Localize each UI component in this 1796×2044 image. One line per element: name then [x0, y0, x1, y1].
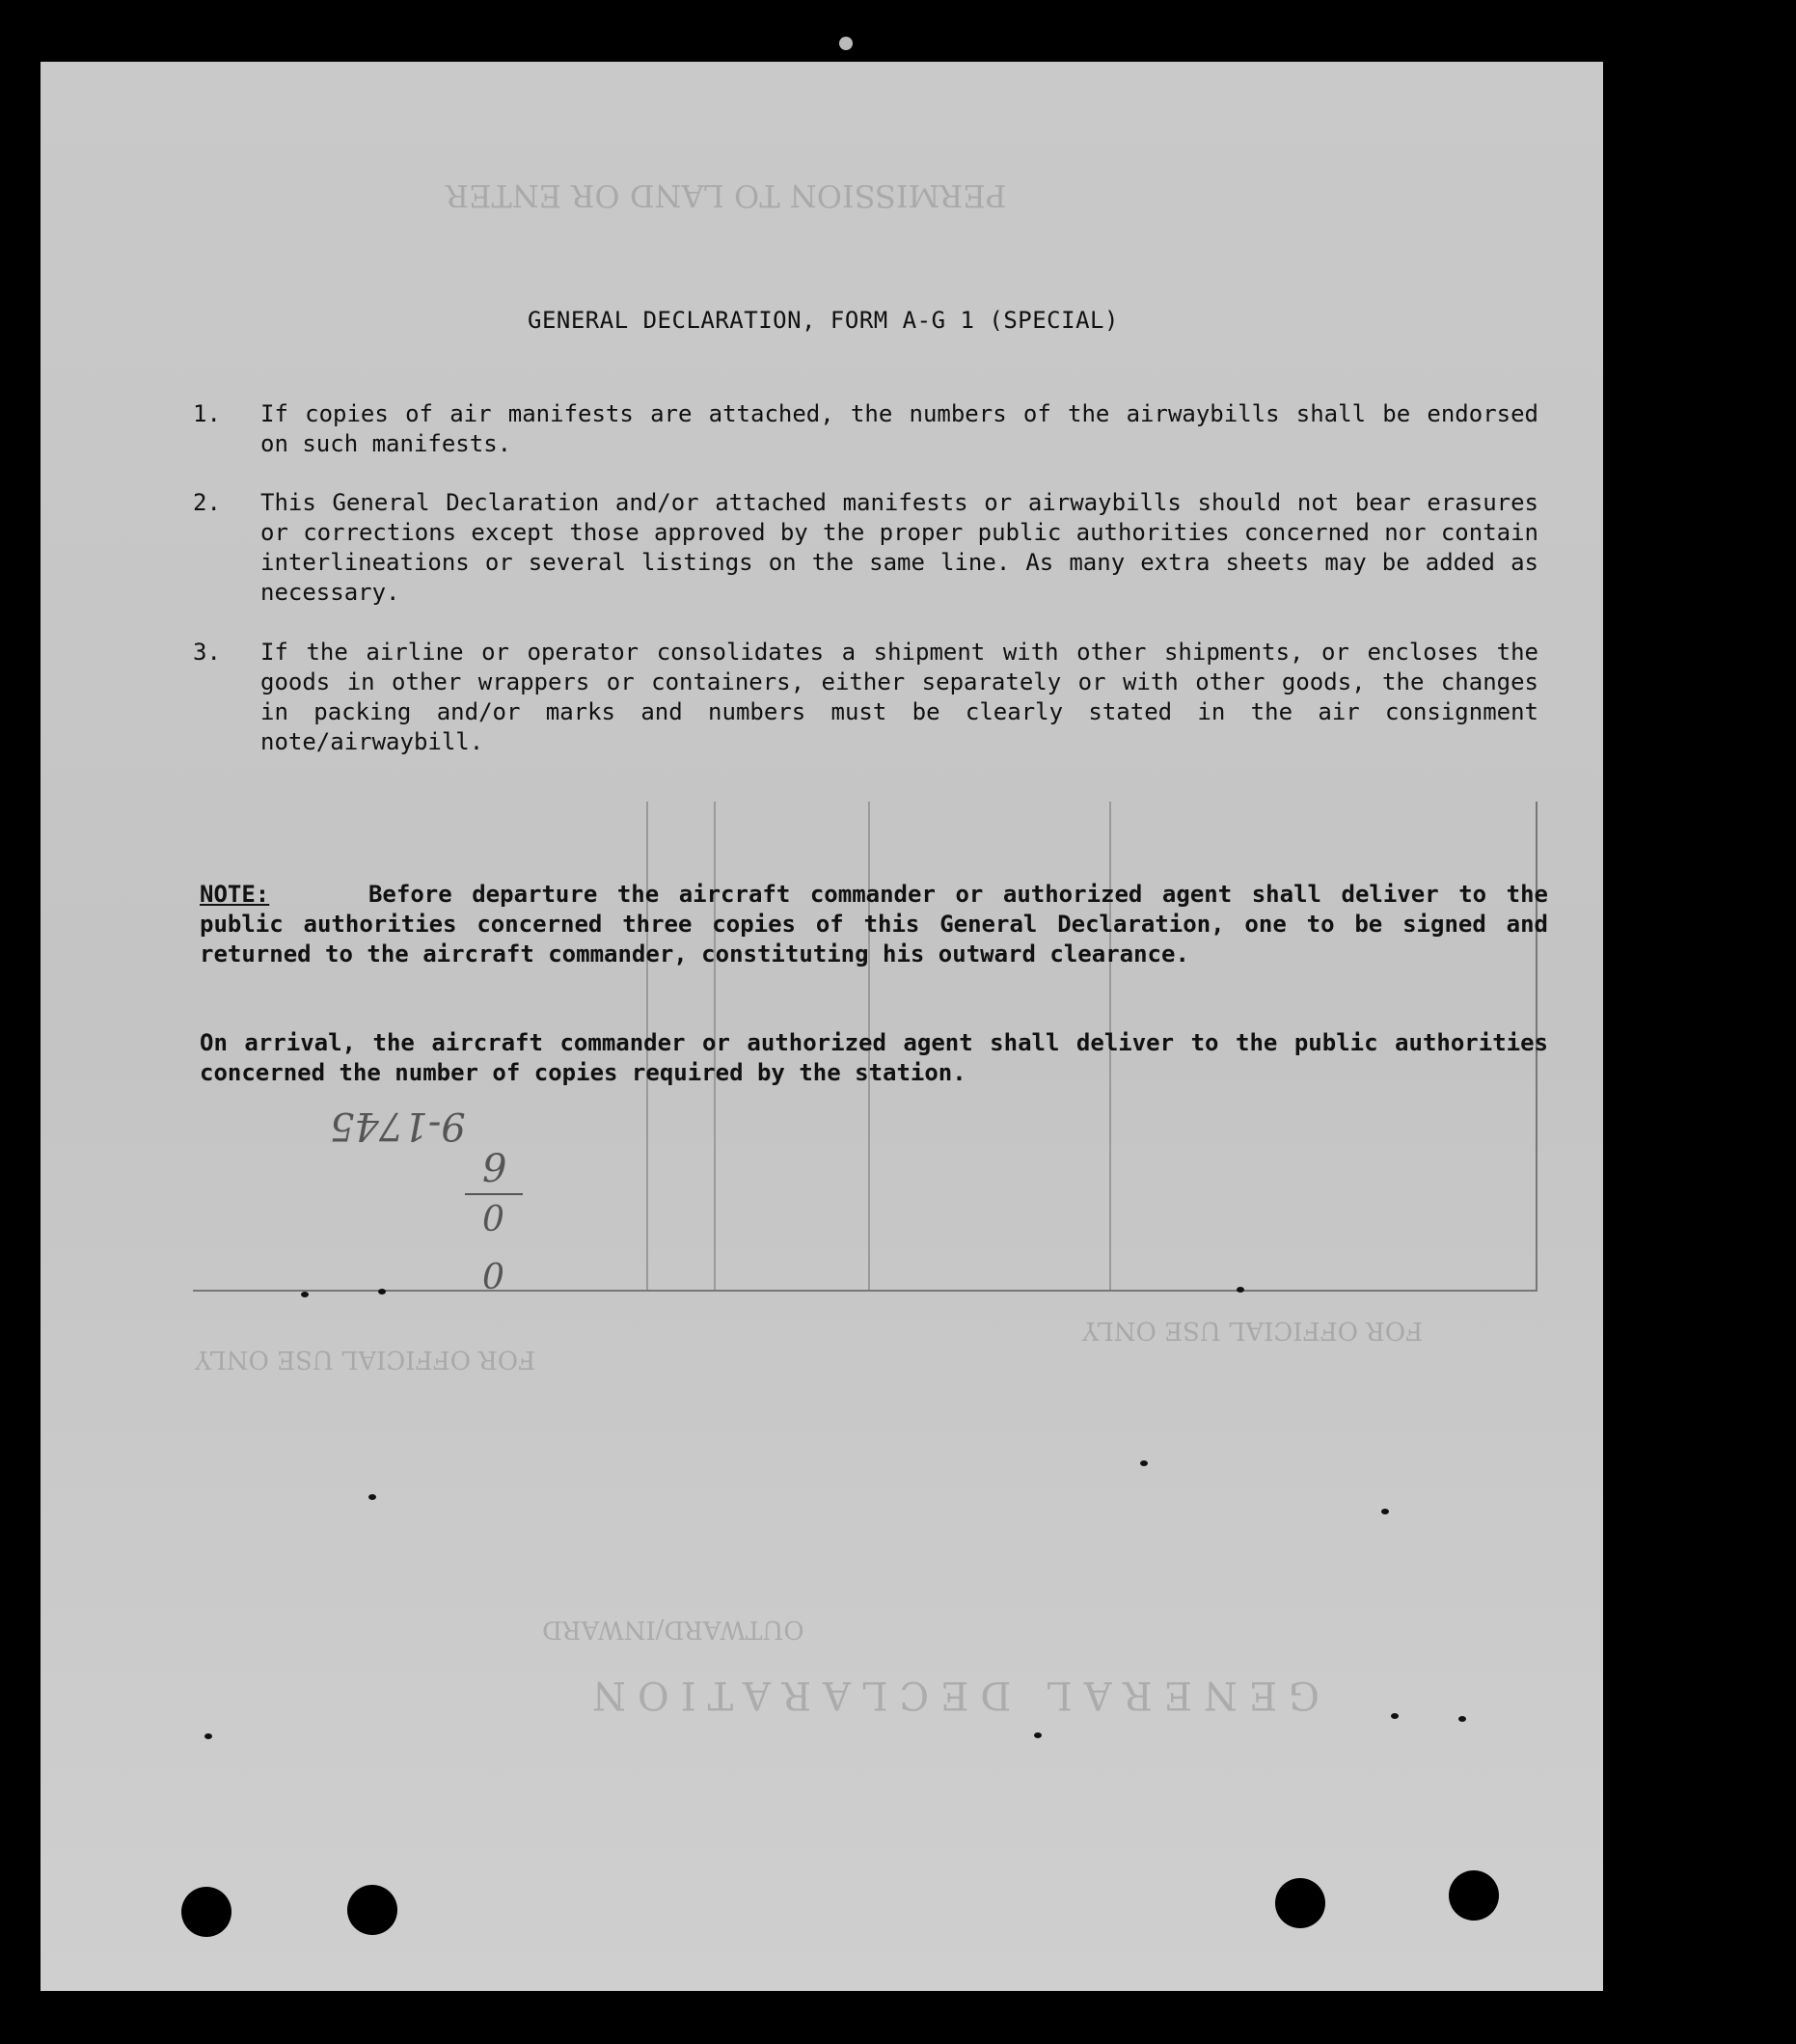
item-number: 2.: [193, 489, 221, 516]
ink-speck: [1391, 1713, 1399, 1719]
show-through-bottom-heading: GENERAL DECLARATION: [581, 1673, 1320, 1717]
note-departure: [200, 880, 1548, 969]
note-arrival: On arrival, the aircraft commander or authorized agent shall deliver to the public authorities concerned the number of copies required by the station.: [200, 1029, 1548, 1086]
ink-speck: [1237, 1287, 1244, 1293]
document-title: GENERAL DECLARATION, FORM A-G 1 (SPECIAL): [528, 307, 1119, 334]
item-number: 3.: [193, 639, 221, 666]
ink-speck: [368, 1494, 376, 1500]
show-through-top-heading: PERMISSION TO LAND OR ENTER: [446, 177, 1007, 214]
punch-hole: [1449, 1870, 1499, 1921]
note-label: NOTE:: [200, 881, 270, 908]
punch-hole-top: [839, 37, 853, 50]
document-page: [41, 62, 1603, 1991]
ink-speck: [301, 1292, 309, 1297]
show-through-bottom-subheading: OUTWARD/INWARD: [542, 1615, 804, 1644]
show-through-official-use-right: FOR OFFICIAL USE ONLY: [1082, 1316, 1424, 1345]
ink-speck: [1381, 1509, 1389, 1514]
item-text: This General Declaration and/or attached manifests or airwaybills should not bear erasures or corrections except those approved by the proper public authorities concerned nor contain interlineations or several listings on the same line. As many extra sheets may be added as necessary.: [260, 489, 1538, 606]
punch-hole: [181, 1887, 231, 1937]
handwritten-fraction-top: 9: [482, 1147, 507, 1191]
punch-hole: [347, 1885, 397, 1935]
ink-speck: [204, 1733, 212, 1739]
item-text: If copies of air manifests are attached, the numbers of the airwaybills shall be endorsed on such manifests.: [260, 400, 1538, 457]
handwritten-fraction-line: [465, 1193, 523, 1195]
note-departure-text: Before departure the aircraft commander or authorized agent shall deliver to the public authorities concerned three copies of this General Declaration, one to be signed and returned to the aircraft commander, constituting his outward clearance.: [200, 881, 1548, 967]
handwritten-fraction-bottom: 0: [482, 1258, 504, 1297]
handwritten-fraction-mid: 0: [482, 1200, 504, 1240]
handwritten-number: 9-1745: [330, 1104, 466, 1148]
show-through-official-use-left: FOR OFFICIAL USE ONLY: [195, 1345, 536, 1374]
ink-speck: [1140, 1460, 1148, 1466]
ink-speck: [1458, 1716, 1466, 1722]
punch-hole: [1275, 1878, 1325, 1928]
ink-speck: [378, 1289, 386, 1295]
item-text: If the airline or operator consolidates a shipment with other shipments, or encloses the goods in other wrappers or containers, either separately or with other goods, the changes in packing and/or marks and numbers must be clearly stated in the air consignment note/airwaybill.: [260, 639, 1538, 755]
item-number: 1.: [193, 400, 221, 427]
ink-speck: [1034, 1732, 1042, 1738]
